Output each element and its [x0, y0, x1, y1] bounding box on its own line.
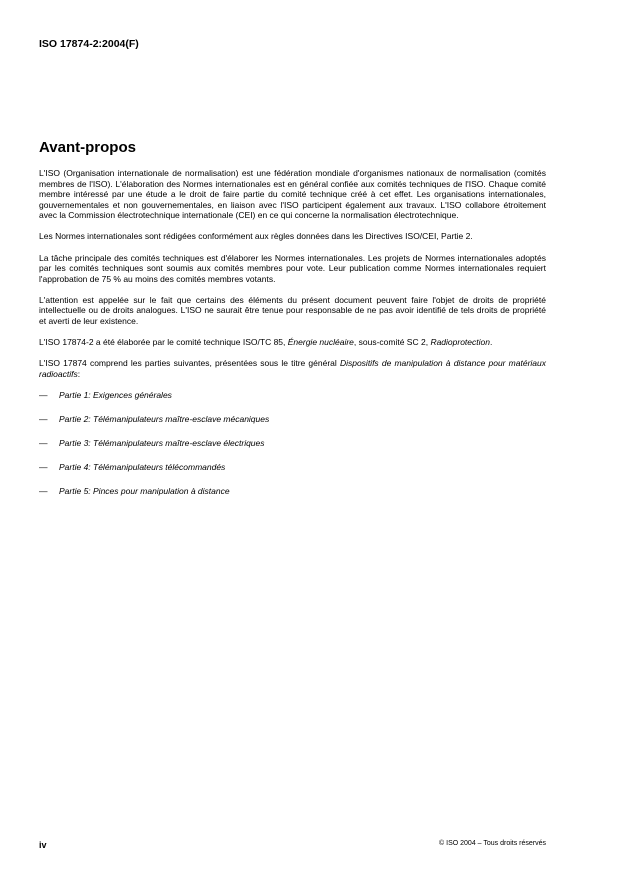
period: . [489, 337, 493, 348]
parts-intro-text: L'ISO 17874 comprend les parties suivantes, présentées sous le titre général [39, 358, 340, 369]
parts-list [39, 390, 546, 497]
paragraph-parts-intro [39, 358, 546, 379]
part-title: Partie 4: Télémanipulateurs télécommandés [59, 462, 226, 473]
subcommittee-text: , sous-comité SC 2, [353, 337, 431, 348]
dash-bullet: — [39, 389, 48, 400]
part-title: Partie 3: Télémanipulateurs maître-esclave électriques [59, 438, 265, 449]
colon: : [77, 368, 81, 379]
committee-name: Énergie nucléaire [287, 337, 354, 348]
list-item [39, 462, 546, 473]
paragraph-prepared-by [39, 337, 546, 348]
part-title: Partie 1: Exigences générales [59, 389, 172, 400]
dash-bullet: — [39, 462, 48, 473]
page-number: iv [39, 840, 47, 850]
dash-bullet: — [39, 438, 48, 449]
page-title: Avant-propos [39, 139, 136, 156]
part-title: Partie 2: Télémanipulateurs maître-esclave mécaniques [59, 414, 270, 424]
list-item [39, 438, 546, 449]
document-id: ISO 17874-2:2004(F) [39, 38, 139, 50]
list-item [39, 390, 546, 401]
prepared-by-text: L'ISO 17874-2 a été élaborée par le comité technique ISO/TC 85, [39, 337, 288, 348]
copyright-notice: © ISO 2004 – Tous droits réservés [439, 840, 546, 847]
paragraph-iso-organisation: L'ISO (Organisation internationale de normalisation) est une fédération mondiale d'organismes nationaux de normalisation (comités membres de l'ISO). L'élaboration des Normes internationales est en général confiée aux comités techniques de l'ISO. Chaque comité membre intéressé par une étude a le droit de faire partie du comité technique créé à cet effet. Les organisations internationales, gouvernementales et non gouvernementales, en liaison avec l'ISO participent également aux travaux. L'ISO collabore étroitement avec la Commission électrotechnique internationale (CEI) en ce qui concerne la normalisation électrotechnique. [39, 168, 546, 221]
general-title: Dispositifs de manipulation à distance pour matériaux radioactifs [39, 358, 546, 379]
paragraph-directives: Les Normes internationales sont rédigées conformément aux règles données dans les Directives ISO/CEI, Partie 2. [39, 231, 473, 242]
list-item [39, 486, 546, 497]
part-title: Partie 5: Pinces pour manipulation à distance [59, 486, 230, 497]
document-body [39, 168, 546, 510]
list-item [39, 414, 546, 425]
subcommittee-name: Radioprotection [430, 337, 490, 348]
dash-bullet: — [39, 486, 48, 497]
dash-bullet: — [39, 414, 48, 424]
paragraph-patent-rights: L'attention est appelée sur le fait que certains des éléments du présent document peuvent faire l'objet de droits de propriété intellectuelle ou de droits analogues. L'ISO ne saurait être tenue pour responsable de ne pas avoir identifié de tels droits de propriété et averti de leur existence. [39, 294, 546, 327]
paragraph-technical-committees: La tâche principale des comités techniques est d'élaborer les Normes internationales. Les projets de Normes internationales adoptés par les comités techniques sont soumis aux comités membres pour vote. Leur publication comme Normes internationales requiert l'approbation de 75 % au moins des comités membres votants. [39, 252, 546, 284]
